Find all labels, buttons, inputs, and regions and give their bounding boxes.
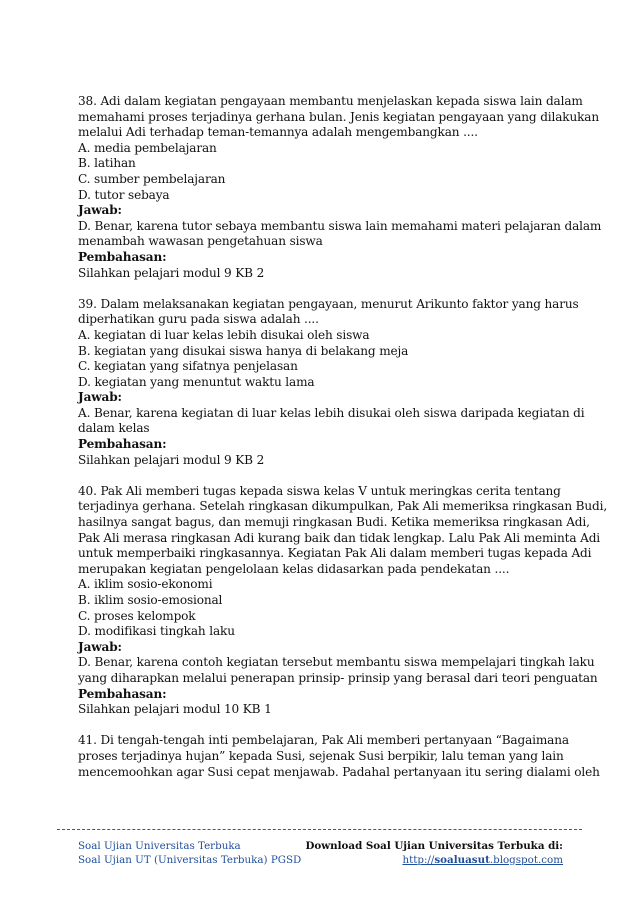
footer-link-pgsd[interactable]: Soal Ujian UT (Universitas Terbuka) PGSD bbox=[78, 853, 302, 866]
option-d: D. modifikasi tingkah laku bbox=[78, 624, 235, 639]
discussion-label: Pembahasan: bbox=[78, 249, 167, 264]
question-text: proses terjadinya hujan” kepada Susi, sejenak Susi berpikir, lalu teman yang lain bbox=[78, 748, 564, 763]
option-a: A. iklim sosio-ekonomi bbox=[78, 577, 213, 592]
question-38 bbox=[78, 94, 602, 281]
answer-text: A. Benar, karena kegiatan di luar kelas lebih disukai oleh siswa daripada kegiatan di bbox=[78, 405, 585, 420]
question-text: 39. Dalam melaksanakan kegiatan pengayaan, menurut Arikunto faktor yang harus bbox=[78, 296, 579, 311]
option-b: B. iklim sosio-emosional bbox=[78, 593, 223, 607]
document-body bbox=[78, 94, 608, 796]
question-text: 41. Di tengah-tengah inti pembelajaran, Pak Ali memberi pertanyaan “Bagaimana bbox=[78, 733, 569, 748]
option-c: C. kegiatan yang sifatnya penjelasan bbox=[78, 359, 298, 374]
option-d: D. kegiatan yang menuntut waktu lama bbox=[78, 374, 315, 389]
download-label: Download Soal Ujian Universitas Terbuka di: bbox=[305, 840, 563, 852]
discussion-text: Silahkan pelajari modul 9 KB 2 bbox=[78, 452, 265, 467]
discussion-text: Silahkan pelajari modul 9 KB 2 bbox=[78, 265, 265, 280]
footer-right bbox=[305, 840, 563, 867]
question-text: 38. Adi dalam kegiatan pengayaan membantu menjelaskan kepada siswa lain dalam bbox=[78, 94, 583, 108]
footer-divider bbox=[57, 829, 582, 830]
url-bold: soaluasut bbox=[434, 853, 490, 866]
discussion-label: Pembahasan: bbox=[78, 686, 167, 701]
question-text: 40. Pak Ali memberi tugas kepada siswa kelas V untuk meringkas cerita tentang bbox=[78, 483, 561, 498]
question-41 bbox=[78, 733, 600, 780]
question-39 bbox=[78, 296, 585, 469]
question-text: mencemoohkan agar Susi cepat menjawab. Padahal pertanyaan itu sering dialami oleh bbox=[78, 764, 600, 779]
option-b: B. kegiatan yang disukai siswa hanya di belakang meja bbox=[78, 343, 409, 358]
option-c: C. sumber pembelajaran bbox=[78, 171, 226, 186]
option-b: B. latihan bbox=[78, 156, 136, 171]
answer-text: yang diharapkan melalui penerapan prinsip- prinsip yang berasal dari teori penguatan bbox=[78, 670, 598, 685]
question-text: Pak Ali merasa ringkasan Adi kurang baik dan tidak lengkap. Lalu Pak Ali meminta Adi bbox=[78, 530, 600, 545]
footer-left bbox=[78, 840, 301, 867]
question-text: untuk memperbaiki ringkasannya. Kegiatan Pak Ali dalam memberi tugas kepada Adi bbox=[78, 546, 592, 561]
option-c: C. proses kelompok bbox=[78, 608, 196, 623]
discussion-text: Silahkan pelajari modul 10 KB 1 bbox=[78, 702, 272, 717]
answer-text: dalam kelas bbox=[78, 421, 150, 436]
discussion-label: Pembahasan: bbox=[78, 437, 167, 452]
question-text: merupakan kegiatan pengelolaan kelas didasarkan pada pendekatan .... bbox=[78, 561, 510, 576]
question-text: memahami proses terjadinya gerhana bulan. Jenis kegiatan pengayaan yang dilakukan bbox=[78, 109, 599, 124]
answer-label: Jawab: bbox=[78, 639, 122, 654]
question-text: melalui Adi terhadap teman-temannya adalah mengembangkan .... bbox=[78, 125, 478, 140]
question-text: hasilnya sangat bagus, dan memuji ringkasan Budi. Ketika memeriksa ringkasan Adi, bbox=[78, 515, 590, 530]
blog-url-link[interactable] bbox=[305, 854, 563, 868]
answer-text: menambah wawasan pengetahuan siswa bbox=[78, 234, 323, 249]
answer-text: D. Benar, karena contoh kegiatan tersebut membantu siswa mempelajari tingkah laku bbox=[78, 655, 595, 670]
answer-label: Jawab: bbox=[78, 203, 122, 218]
footer-link-ut[interactable]: Soal Ujian Universitas Terbuka bbox=[78, 840, 241, 852]
question-text: terjadinya gerhana. Setelah ringkasan dikumpulkan, Pak Ali memeriksa ringkasan Budi, bbox=[78, 499, 608, 514]
url-prefix: http:// bbox=[402, 853, 435, 866]
url-suffix: .blogspot.com bbox=[489, 853, 563, 866]
option-a: A. media pembelajaran bbox=[78, 140, 217, 155]
option-d: D. tutor sebaya bbox=[78, 187, 170, 202]
option-a: A. kegiatan di luar kelas lebih disukai oleh siswa bbox=[78, 327, 370, 342]
question-40 bbox=[78, 483, 608, 718]
question-text: diperhatikan guru pada siswa adalah .... bbox=[78, 312, 319, 327]
answer-text: D. Benar, karena tutor sebaya membantu siswa lain memahami materi pelajaran dalam bbox=[78, 218, 602, 233]
answer-label: Jawab: bbox=[78, 390, 122, 405]
